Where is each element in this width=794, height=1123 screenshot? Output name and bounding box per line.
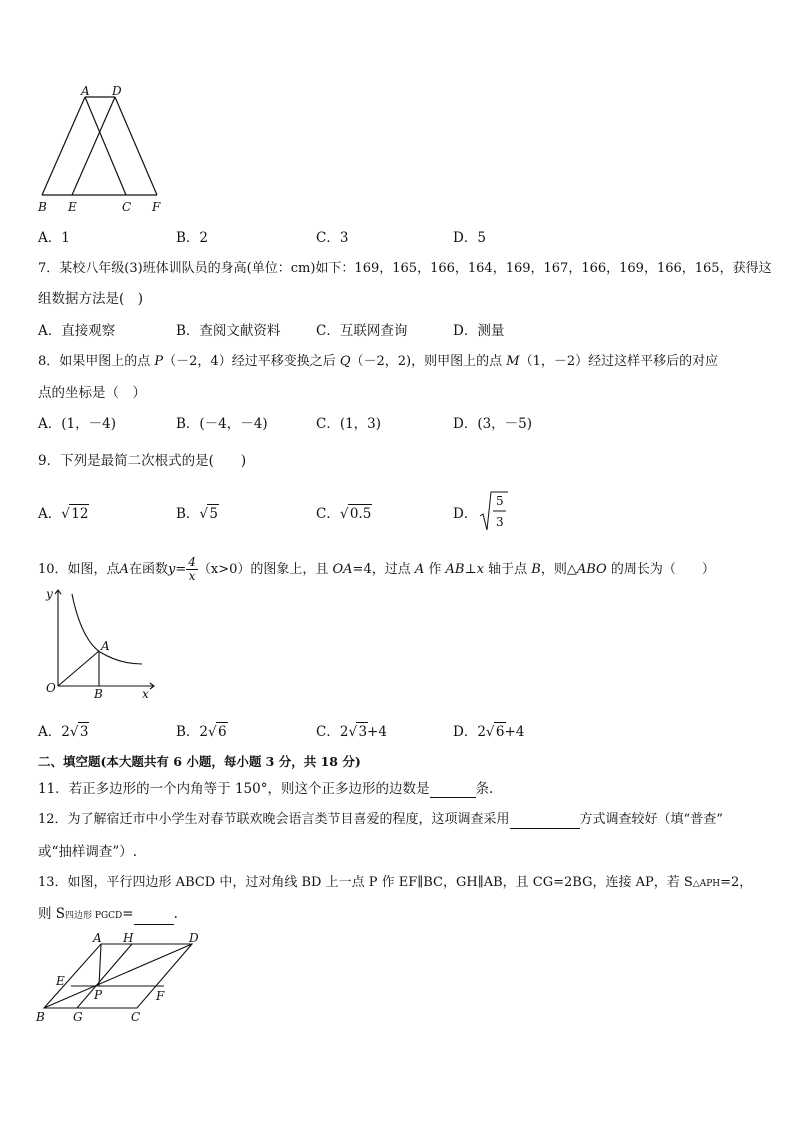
point-label-a: A [81, 84, 90, 98]
axis-label-y: y [46, 587, 53, 601]
sqrt-fraction-icon [479, 490, 509, 532]
q8-option-b: B．(－4，－4) [176, 416, 268, 432]
q9-option-c: C． √ 0.5 [316, 506, 372, 522]
point-label-b: B [38, 200, 47, 214]
q6-option-d: D．5 [453, 230, 486, 246]
q12-stem-line1: 12．为了解宿迁市中小学生对春节联欢晚会语言类节目喜爱的程度，这项调查采用 方式调查较好（填“普查” [38, 812, 723, 827]
trapezoid-figure [30, 80, 180, 218]
q8-option-a: A．(1，－4) [38, 416, 116, 432]
q8-option-c: C．(1，3) [316, 416, 382, 432]
q7-option-a: A．直接观察 [38, 323, 116, 339]
q12-stem-line2: 或“抽样调查”）. [38, 844, 138, 860]
point-label-f: F [156, 989, 165, 1003]
q10-option-c: C．2 √ 3+4 [316, 724, 387, 740]
point-label-f: F [152, 200, 161, 214]
q10-option-b: B．2 √ 6 [176, 724, 227, 740]
point-label-a: A [101, 639, 110, 653]
point-label-c: C [131, 1010, 141, 1022]
parallelogram-figure [34, 930, 214, 1022]
point-label-h: H [123, 931, 134, 945]
q9-d-denominator: 3 [496, 515, 504, 529]
origin-label: O [46, 681, 56, 695]
q7-option-b: B．查阅文献资料 [176, 323, 281, 339]
q13-stem-line1: 13．如图，平行四边形 ABCD 中，过对角线 BD 上一点 P 作 EF∥BC，GH∥AB，且 CG=2BG，连接 AP，若 S△APH=2， [38, 875, 753, 890]
point-label-a: A [93, 931, 102, 945]
q9-option-b: B． √ 5 [176, 506, 219, 522]
q13-stem-line2: 则 S四边形 PGCD= . [38, 905, 178, 925]
q6-option-c: C．3 [316, 230, 349, 246]
point-label-d: D [112, 84, 122, 98]
point-label-p: P [94, 988, 103, 1002]
q8-option-d: D．(3，－5) [453, 416, 533, 432]
q10-option-d: D．2 √ 6+4 [453, 724, 525, 740]
point-label-g: G [73, 1010, 83, 1022]
q6-option-b: B．2 [176, 230, 209, 246]
q7-stem-line1: 7．某校八年级(3)班体训队员的身高(单位：cm)如下：169，165，166，164，169，167，166，169，166，165，获得这 [38, 261, 772, 276]
q8-stem-line1: 8．如果甲图上的点 P（－2，4）经过平移变换之后 Q（－2，2)，则甲图上的点 M（1，－2）经过这样平移后的对应 [38, 354, 719, 369]
q9-stem: 9．下列是最简二次根式的是( ) [38, 453, 247, 469]
q7-option-d: D．测量 [453, 323, 505, 339]
axis-label-x: x [142, 687, 149, 701]
q8-stem-line2: 点的坐标是（ ） [38, 385, 146, 401]
q11-stem: 11．若正多边形的一个内角等于 150°，则这个正多边形的边数是 条. [38, 781, 494, 797]
q10-stem: 10．如图，点A在函数y= $\frac{4}{x}$ （x>0）的图象上，且 OA=4，过点 A 作 AB⊥x 轴于点 B，则△ABO 的周长为（ ） [38, 555, 715, 583]
point-label-e: E [68, 200, 77, 214]
q9-option-a: A． √ 12 [38, 506, 89, 522]
q9-d-numerator: 5 [496, 494, 504, 508]
q10-option-a: A．2 √ 3 [38, 724, 89, 740]
q7-option-c: C．互联网查询 [316, 323, 408, 339]
point-label-e: E [56, 974, 65, 988]
point-label-b: B [36, 1010, 45, 1022]
point-label-b: B [94, 687, 103, 701]
hyperbola-figure [38, 584, 158, 702]
q6-option-a: A．1 [38, 230, 70, 246]
point-label-c: C [122, 200, 132, 214]
section-heading: 二、填空题(本大题共有 6 小题，每小题 3 分，共 18 分) [38, 754, 361, 769]
point-label-d: D [189, 931, 199, 945]
q7-stem-line2: 组数据方法是( ) [38, 291, 144, 307]
